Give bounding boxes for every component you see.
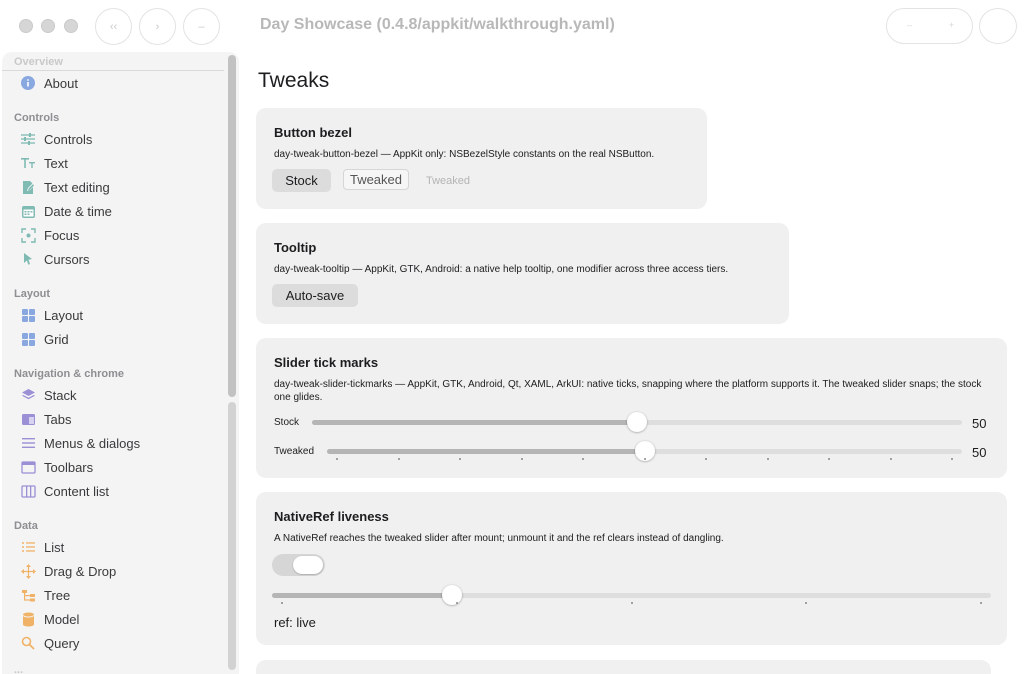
sidebar-item-label: Tabs: [44, 411, 72, 427]
back-icon: ‹‹: [109, 20, 118, 33]
edit-document-icon: [20, 179, 36, 195]
sidebar-item-label: Text: [44, 155, 68, 171]
sidebar-item-label: Menus & dialogs: [44, 435, 141, 451]
sidebar-section-heading: Layout: [14, 288, 51, 300]
sidebar-item-label: Content list: [44, 483, 110, 499]
sidebar-item-tabs[interactable]: [10, 408, 222, 430]
sidebar-item-label: About: [44, 75, 78, 91]
slider-tick-mark: [582, 458, 584, 460]
auto-save-button[interactable]: Auto-save: [272, 284, 358, 307]
card-description: day-tweak-tooltip — AppKit, GTK, Android: a native help tooltip, one modifier across three access tiers.: [274, 264, 729, 275]
window-icon: [20, 459, 36, 475]
slider-knob[interactable]: [442, 585, 462, 605]
tweaked-slider-value: 50: [972, 445, 987, 460]
close-window-button[interactable]: [19, 19, 33, 33]
card-title: Button bezel: [274, 125, 352, 140]
focus-icon: [20, 227, 36, 243]
tweaked-slider-label: Tweaked: [274, 446, 315, 457]
info-icon: [20, 75, 36, 91]
sidebar-item-tree[interactable]: [10, 584, 222, 606]
minimize-window-button[interactable]: [41, 19, 55, 33]
forward-icon: ›: [155, 20, 160, 33]
toolbar-pill-group[interactable]: [886, 8, 973, 44]
slider-tick-mark: [828, 458, 830, 460]
sidebar-item-menus-dialogs[interactable]: [10, 432, 222, 454]
move-icon: [20, 563, 36, 579]
slider-fill: [272, 593, 452, 598]
zoom-in-icon[interactable]: +: [949, 20, 955, 30]
sidebar-item-label: List: [44, 539, 65, 555]
pointer-icon: [20, 251, 36, 267]
sidebar-item-label: Focus: [44, 227, 80, 243]
forward-button[interactable]: [139, 8, 176, 45]
card-title: NativeRef liveness: [274, 509, 389, 524]
stock-slider-value: 50: [972, 416, 987, 431]
sidebar-section-heading: Controls: [14, 112, 60, 124]
sidebar-section-heading: Overview: [14, 56, 63, 68]
tooltip-card: [256, 223, 789, 324]
page-title: Tweaks: [258, 69, 330, 92]
slider-fill: [327, 449, 645, 454]
database-icon: [20, 611, 36, 627]
sidebar-scroll-thumb-lower: [228, 402, 236, 670]
sidebar-item-list[interactable]: [10, 536, 222, 558]
sidebar-item-query[interactable]: [10, 632, 222, 654]
next-card: [256, 660, 991, 674]
slider-tick-mark: [644, 458, 646, 460]
zoom-window-button[interactable]: [64, 19, 78, 33]
sidebar-item-grid[interactable]: [10, 328, 222, 350]
sidebar-item-label: Query: [44, 635, 80, 651]
stock-button[interactable]: Stock: [272, 169, 331, 192]
sidebar-item-label: Drag & Drop: [44, 563, 117, 579]
window-title: Day Showcase (0.4.8/appkit/walkthrough.yaml): [260, 16, 615, 33]
search-icon: [20, 635, 36, 651]
sidebar-item-label: Toolbars: [44, 459, 94, 475]
title-bar: [0, 0, 1024, 52]
slider-tick-mark: [456, 602, 458, 604]
minus-icon: –: [198, 20, 205, 33]
sidebar-item-toolbars[interactable]: [10, 456, 222, 478]
slider-tick-mark: [890, 458, 892, 460]
sidebar-item-date-time[interactable]: [10, 200, 222, 222]
sidebar-section-heading: Navigation & chrome: [14, 368, 125, 380]
slider-tick-mark: [980, 602, 982, 604]
more-button[interactable]: [183, 8, 220, 45]
slider-tick-mark: [281, 602, 283, 604]
sidebar-item-label: Model: [44, 611, 80, 627]
toolbar-round-button[interactable]: [979, 8, 1017, 44]
tweaked-button[interactable]: Tweaked: [343, 169, 409, 190]
stock-slider-label: Stock: [274, 417, 300, 428]
sidebar-item-label: Tree: [44, 587, 71, 603]
card-title: Tooltip: [274, 240, 317, 255]
sidebar-item-label: Controls: [44, 131, 93, 147]
menu-icon: [20, 435, 36, 451]
slider-tick-mark: [459, 458, 461, 460]
stock-slider[interactable]: [312, 420, 962, 425]
sidebar-item-label: Cursors: [44, 251, 90, 267]
sidebar-item-layout[interactable]: [10, 304, 222, 326]
tabs-icon: [20, 411, 36, 427]
mount-toggle[interactable]: [272, 554, 325, 576]
text-size-icon: [20, 155, 36, 171]
slider-tick-mark: [805, 602, 807, 604]
sidebar-item-about[interactable]: [10, 72, 222, 94]
slider-knob[interactable]: [627, 412, 647, 432]
card-description: A NativeRef reaches the tweaked slider after mount; unmount it and the ref clears instead of dangling.: [274, 533, 724, 544]
slider-tick-mark: [951, 458, 953, 460]
card-description: day-tweak-slider-tickmarks — AppKit, GTK, Android, Qt, XAML, ArkUI: native ticks, snapping where the platform supports it. The tweaked slider snaps; the stock one glides.: [274, 379, 982, 403]
nativeref-liveness-card: [256, 492, 1007, 645]
back-button[interactable]: [95, 8, 132, 45]
zoom-out-icon[interactable]: –: [907, 20, 913, 30]
slider-tick-marks-card: [256, 338, 1007, 478]
sidebar-item-drag-drop[interactable]: [10, 560, 222, 582]
sidebar-item-label: Text editing: [44, 179, 110, 195]
sidebar-divider: [2, 70, 224, 71]
stack-icon: [20, 387, 36, 403]
toggle-knob: [293, 556, 323, 574]
sidebar-list[interactable]: [2, 52, 226, 674]
sidebar-item-text[interactable]: [10, 152, 222, 174]
slider-tick-mark: [705, 458, 707, 460]
sidebar-item-text-editing[interactable]: [10, 176, 222, 198]
slider-tick-mark: [767, 458, 769, 460]
button-bezel-card: [256, 108, 707, 209]
sidebar-item-label: Date & time: [44, 203, 112, 219]
sliders-icon: [20, 131, 36, 147]
sidebar-scroll-thumb[interactable]: [228, 55, 236, 397]
slider-fill: [312, 420, 637, 425]
sidebar-item-stack[interactable]: [10, 384, 222, 406]
grid-icon: [20, 331, 36, 347]
slider-tick-mark: [336, 458, 338, 460]
sidebar-item-label: Stack: [44, 387, 77, 403]
tweaked-slider[interactable]: [327, 449, 962, 454]
calendar-icon: [20, 203, 36, 219]
tree-icon: [20, 587, 36, 603]
sidebar-item-content-list[interactable]: [10, 480, 222, 502]
card-description: day-tweak-button-bezel — AppKit only: NSBezelStyle constants on the real NSButton.: [274, 149, 655, 160]
sidebar-section-heading: Data: [14, 520, 38, 532]
sidebar-item-focus[interactable]: [10, 224, 222, 246]
sidebar-section-heading: ...: [14, 664, 24, 674]
sidebar-item-label: Grid: [44, 331, 69, 347]
tweaked-disabled-button: Tweaked: [426, 175, 471, 187]
card-title: Slider tick marks: [274, 355, 379, 370]
list-icon: [20, 539, 36, 555]
columns-icon: [20, 483, 36, 499]
sidebar-item-label: Layout: [44, 307, 84, 323]
sidebar-item-model[interactable]: [10, 608, 222, 630]
slider-tick-mark: [398, 458, 400, 460]
slider-tick-mark: [521, 458, 523, 460]
slider-tick-mark: [631, 602, 633, 604]
ref-slider[interactable]: [272, 593, 991, 598]
sidebar-item-cursors[interactable]: [10, 248, 222, 270]
ref-status: ref: live: [274, 615, 316, 630]
layout-grid-icon: [20, 307, 36, 323]
sidebar-item-controls[interactable]: [10, 128, 222, 150]
sidebar: [2, 52, 239, 674]
